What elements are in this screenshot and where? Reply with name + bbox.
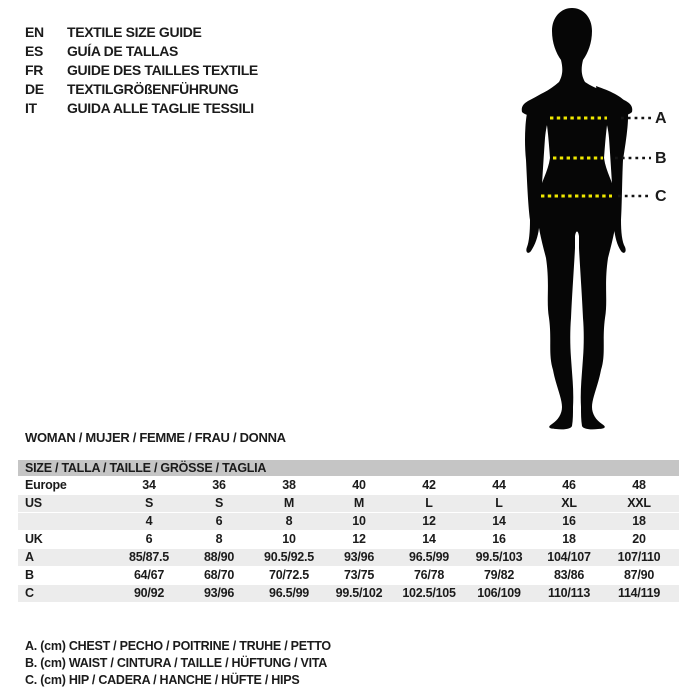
size-value: L (425, 496, 433, 510)
guide-title: GUIDE DES TAILLES TEXTILE (67, 61, 258, 78)
size-value: 88/90 (203, 550, 235, 564)
size-value: 16 (562, 514, 576, 528)
gender-heading: WOMAN / MUJER / FEMME / FRAU / DONNA (25, 430, 286, 445)
size-value: 110/113 (547, 586, 591, 600)
size-value: 38 (282, 478, 296, 492)
size-value: 8 (285, 514, 293, 528)
measure-label-chest: A (655, 110, 667, 127)
size-value: 12 (422, 514, 436, 528)
size-value: 42 (422, 478, 436, 492)
table-row (18, 477, 679, 494)
table-row (18, 567, 679, 584)
row-label: UK (25, 532, 43, 546)
size-value: 96.5/99 (409, 550, 449, 564)
size-value: 68/70 (203, 568, 235, 582)
size-value: 93/96 (343, 550, 375, 564)
size-value: 70/72.5 (269, 568, 309, 582)
size-value: 14 (422, 532, 436, 546)
table-row (18, 495, 679, 512)
size-value: 20 (632, 532, 646, 546)
size-value: 76/78 (413, 568, 445, 582)
size-value: 18 (562, 532, 576, 546)
size-value: 12 (352, 532, 366, 546)
row-label (18, 513, 114, 530)
guide-title: TEXTILGRÖßENFÜHRUNG (67, 80, 239, 97)
language-title-row (25, 79, 258, 98)
size-value: 36 (212, 478, 226, 492)
size-value: 4 (145, 514, 153, 528)
size-value: 96.5/99 (269, 586, 309, 600)
size-value: 93/96 (203, 586, 235, 600)
measure-label-hip: C (655, 188, 667, 205)
measure-label-waist: B (655, 150, 667, 167)
measurement-note: A. (cm) CHEST / PECHO / POITRINE / TRUHE / PETTO (25, 639, 331, 653)
table-row (18, 585, 679, 602)
row-label: US (25, 496, 42, 510)
size-value: 114/119 (617, 586, 661, 600)
size-value: 90.5/92.5 (264, 550, 314, 564)
table-row (18, 531, 679, 548)
size-value: 10 (282, 532, 296, 546)
size-value: 107/110 (617, 550, 661, 564)
size-value: XXL (627, 496, 651, 510)
woman-silhouette-figure (480, 0, 680, 435)
measurement-note: B. (cm) WAIST / CINTURA / TAILLE / HÜFTUNG / VITA (25, 656, 328, 670)
size-value: M (353, 496, 365, 510)
size-value: 73/75 (343, 568, 375, 582)
guide-title: GUÍA DE TALLAS (67, 42, 178, 59)
measurement-notes (25, 638, 331, 689)
size-value: S (144, 496, 154, 510)
row-label: B (25, 568, 34, 582)
language-title-row (25, 41, 258, 60)
row-label: A (25, 550, 34, 564)
size-table (18, 460, 679, 603)
size-value: 48 (632, 478, 646, 492)
size-value: 44 (492, 478, 506, 492)
size-value: 85/87.5 (129, 550, 169, 564)
size-value: 8 (215, 532, 223, 546)
size-value: L (495, 496, 503, 510)
size-value: S (214, 496, 224, 510)
size-table-body (18, 477, 679, 602)
language-code: ES (25, 42, 43, 59)
row-label: C (25, 586, 34, 600)
language-code: DE (25, 80, 44, 97)
language-code: EN (25, 23, 44, 40)
size-value: 102.5/105 (402, 586, 456, 600)
size-value: 104/107 (547, 550, 591, 564)
language-code: FR (25, 61, 43, 78)
size-value: 16 (492, 532, 506, 546)
size-value: 46 (562, 478, 576, 492)
row-label: Europe (25, 478, 67, 492)
language-title-row (25, 98, 258, 117)
size-value: 14 (492, 514, 506, 528)
size-value: 90/92 (133, 586, 165, 600)
size-value: 34 (142, 478, 156, 492)
size-value: 6 (215, 514, 223, 528)
size-value: XL (561, 496, 577, 510)
size-value: 99.5/102 (335, 586, 383, 600)
size-value: M (283, 496, 295, 510)
language-title-list (25, 22, 258, 117)
size-value: 87/90 (623, 568, 655, 582)
size-value: 106/109 (477, 586, 521, 600)
measurement-note: C. (cm) HIP / CADERA / HANCHE / HÜFTE / HIPS (25, 673, 300, 687)
table-row (18, 549, 679, 566)
size-table-header: SIZE / TALLA / TAILLE / GRÖSSE / TAGLIA (18, 460, 679, 476)
language-title-row (25, 22, 258, 41)
guide-title: TEXTILE SIZE GUIDE (67, 23, 202, 40)
size-value: 18 (632, 514, 646, 528)
language-title-row (25, 60, 258, 79)
size-value: 10 (352, 514, 366, 528)
guide-title: GUIDA ALLE TAGLIE TESSILI (67, 99, 254, 116)
size-value: 40 (352, 478, 366, 492)
language-code: IT (25, 99, 37, 116)
size-value: 64/67 (133, 568, 165, 582)
size-value: 79/82 (483, 568, 515, 582)
size-value: 83/86 (553, 568, 585, 582)
table-row (18, 513, 679, 530)
size-value: 99.5/103 (475, 550, 523, 564)
size-value: 6 (145, 532, 153, 546)
